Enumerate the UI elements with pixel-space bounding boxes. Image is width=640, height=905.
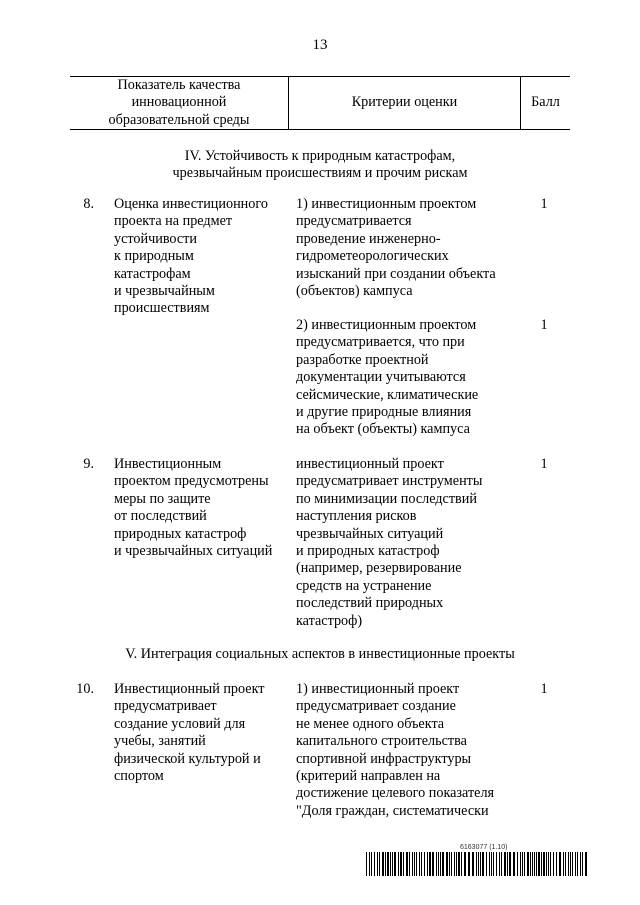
row-8-score-2: 1 — [540, 317, 548, 333]
row-8-criterion-1: 1) инвестиционным проектом предусматривается проведение инженерно- гидрометеорологических изысканий при создании объекта (объектов) кампуса — [296, 196, 496, 300]
row-10-score: 1 — [540, 681, 548, 697]
header-score: Балл — [531, 94, 560, 111]
row-8-criterion-2: 2) инвестиционным проектом предусматривается, что при разработке проектной документации учитываются сейсмические, климатические и другие природные влияния на объект (объекты) кампуса — [296, 317, 479, 438]
row-8-score-1: 1 — [540, 196, 548, 212]
row-number-10: 10. — [76, 681, 94, 697]
header-indicator: Показатель качества инновационной образовательной среды — [108, 76, 250, 128]
section-heading-v: V. Интеграция социальных аспектов в инвестиционные проекты — [125, 646, 515, 662]
barcode-icon — [366, 852, 590, 876]
document-id: 6163077 (1.10) — [460, 844, 508, 851]
row-9-score: 1 — [540, 456, 548, 472]
row-number-8: 8. — [83, 196, 94, 212]
row-number-9: 9. — [83, 456, 94, 472]
row-8-indicator: Оценка инвестиционного проекта на предмет устойчивости к природным катастрофам и чрезвычайным происшествиям — [114, 196, 268, 317]
row-9-criterion: инвестиционный проект предусматривает инструменты по минимизации последствий наступления рисков чрезвычайных ситуаций и природных катастроф (например, резервирование средств на устранение последствий природных катастроф) — [296, 456, 483, 629]
section-heading-iv: IV. Устойчивость к природным катастрофам, чрезвычайным происшествиям и прочим рискам — [172, 148, 468, 182]
header-criteria: Критерии оценки — [351, 94, 458, 111]
row-10-indicator: Инвестиционный проект предусматривает создание условий для учебы, занятий физической культурой и спортом — [114, 681, 265, 785]
row-9-indicator: Инвестиционным проектом предусмотрены меры по защите от последствий природных катастроф и чрезвычайных ситуаций — [114, 456, 273, 560]
row-10-criterion: 1) инвестиционный проект предусматривает создание не менее одного объекта капитального строительства спортивной инфраструктуры (критерий направлен на достижение целевого показателя "Доля граждан, систематически — [296, 681, 495, 819]
page-number: 13 — [312, 37, 328, 53]
